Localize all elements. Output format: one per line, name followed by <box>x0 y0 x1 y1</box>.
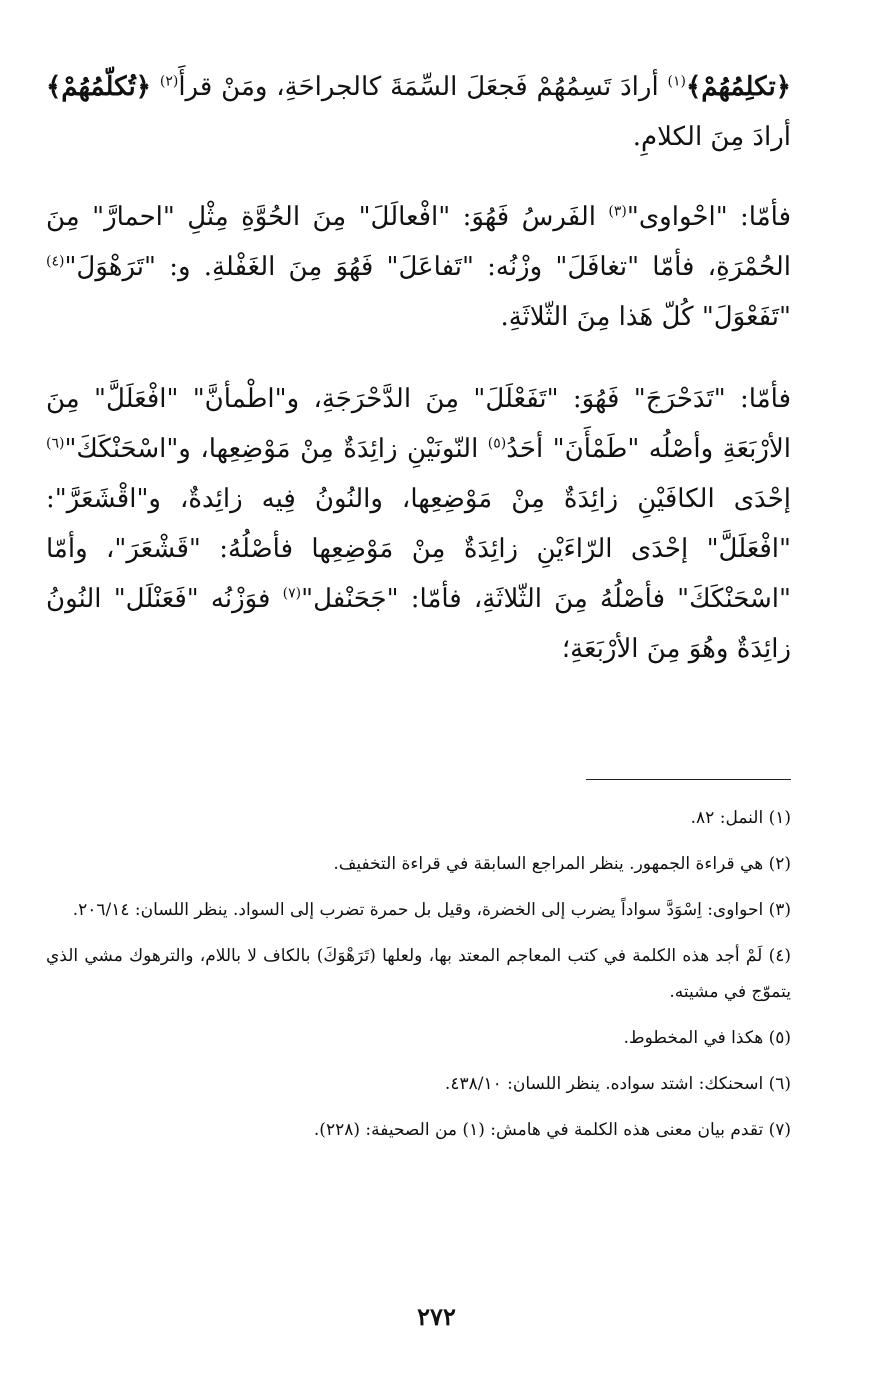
footnote-1: (١) النمل: ٨٢. <box>690 808 791 828</box>
main-text <box>46 62 791 700</box>
footnote-4: (٤) لَمْ أجد هذه الكلمة في كتب المعاجم المعتد بها، ولعلها (تَرَهْوَكَ) بالكاف لا باللام، والترهوك مشي الذي يتموّج في مشيته. <box>46 946 791 1002</box>
paragraph-3-text-d: فوَزْنُه "فَعَنْلَل" النُونُ زائِدَةٌ وهُوَ مِنَ الأرْبَعَةِ؛ <box>46 584 791 664</box>
footnote-ref-7: (٧) <box>282 585 302 602</box>
footnote-5: (٥) هكذا في المخطوط. <box>623 1028 791 1048</box>
footnote-ref-3: (٣) <box>608 203 627 220</box>
footnote-6: (٦) اسحنكك: اشتد سواده. ينظر اللسان: ٤٣٨/١٠. <box>444 1074 791 1094</box>
paragraph-1-text-b: أرادَ مِنَ الكلامِ. <box>632 122 791 152</box>
paragraph-3-text-b: النّونَيْنِ زائِدَةٌ مِنْ مَوْضِعِها، و"اسْحَنْكَكَ" <box>64 434 488 464</box>
paragraph-2-text-b: الفَرسُ فَهُوَ: "افْعالَلَ" مِنَ الحُوَّةِ مِثْلِ "احمارَّ" مِنَ الحُمْرَةِ، فأمّا "تغافَلَ" وزْنُه: "تَفاعَلَ" فَهُوَ مِنَ الغَفْلةِ. و: "تَرَهْوَلَ" <box>46 202 791 282</box>
footnote-ref-1: (١) <box>667 73 686 90</box>
paragraph-2 <box>46 192 791 342</box>
footnote-2: (٢) هي قراءة الجمهور. ينظر المراجع السابقة في قراءة التخفيف. <box>333 854 791 874</box>
footnote-separator <box>586 779 791 780</box>
paragraph-3 <box>46 374 791 674</box>
footnote-ref-5: (٥) <box>487 435 507 452</box>
footnote-7: (٧) تقدم بيان معنى هذه الكلمة في هامش: (١) من الصحيفة: (٢٢٨). <box>313 1120 791 1140</box>
quranic-word-alt: ﴿تُكلّمُهُمْ﴾ <box>46 72 151 102</box>
paragraph-2-text-a: فأمّا: "احْواوى" <box>626 202 792 232</box>
footnote-ref-2: (٢) <box>159 73 179 90</box>
page-number: ٢٧٢ <box>417 1302 456 1331</box>
footnote-ref-6: (٦) <box>46 435 65 452</box>
paragraph-1-text-a: أرادَ تَسِمُهُمْ فَجعَلَ السِّمَةَ كالجراحَةِ، ومَنْ قرأَ <box>178 72 668 102</box>
paragraph-1-space <box>151 72 160 102</box>
footnotes <box>46 800 791 1158</box>
footnote-ref-4: (٤) <box>46 253 65 270</box>
paragraph-3-text-c: إحْدَى الكافَيْنِ زائِدَةٌ مِنْ مَوْضِعِها، والنُونُ فِيه زائِدةٌ، و"اقْشَعَرَّ": "افْعَلَلَّ" إحْدَى الرّاءَيْنِ زائِدَةٌ مِنْ مَوْضِعِها فأصْلُهُ: "قَشْعَرَ"، وأمّا "اسْحَنْكَكَ" فأصْلُهُ مِنَ الثّلاثَةِ، فأمّا: "جَحَنْفل" <box>46 484 791 614</box>
footnote-3: (٣) احواوى: اِسْوَدَّ سواداً يضرب إلى الخضرة، وقيل بل حمرة تضرب إلى السواد. ينظر اللسان: ٢٠٦/١٤. <box>72 900 791 920</box>
paragraph-1 <box>46 62 791 162</box>
paragraph-2-text-c: "تَفَعْوَلَ" كُلّ هَذا مِنَ الثّلاثَةِ. <box>500 302 791 332</box>
quranic-word: ﴿تكلِمُهُمْ﴾ <box>686 72 791 102</box>
paragraph-3-text-a: فأمّا: "تَدَحْرَجَ" فَهُوَ: "تَفَعْلَلَ" مِنَ الدَّحْرَجَةِ، و"اطْمأنَّ" "افْعَلَلَّ" مِنَ الأرْبَعَةِ وأصْلُه "طَمْأَنَ" أحَدُ <box>46 384 791 464</box>
